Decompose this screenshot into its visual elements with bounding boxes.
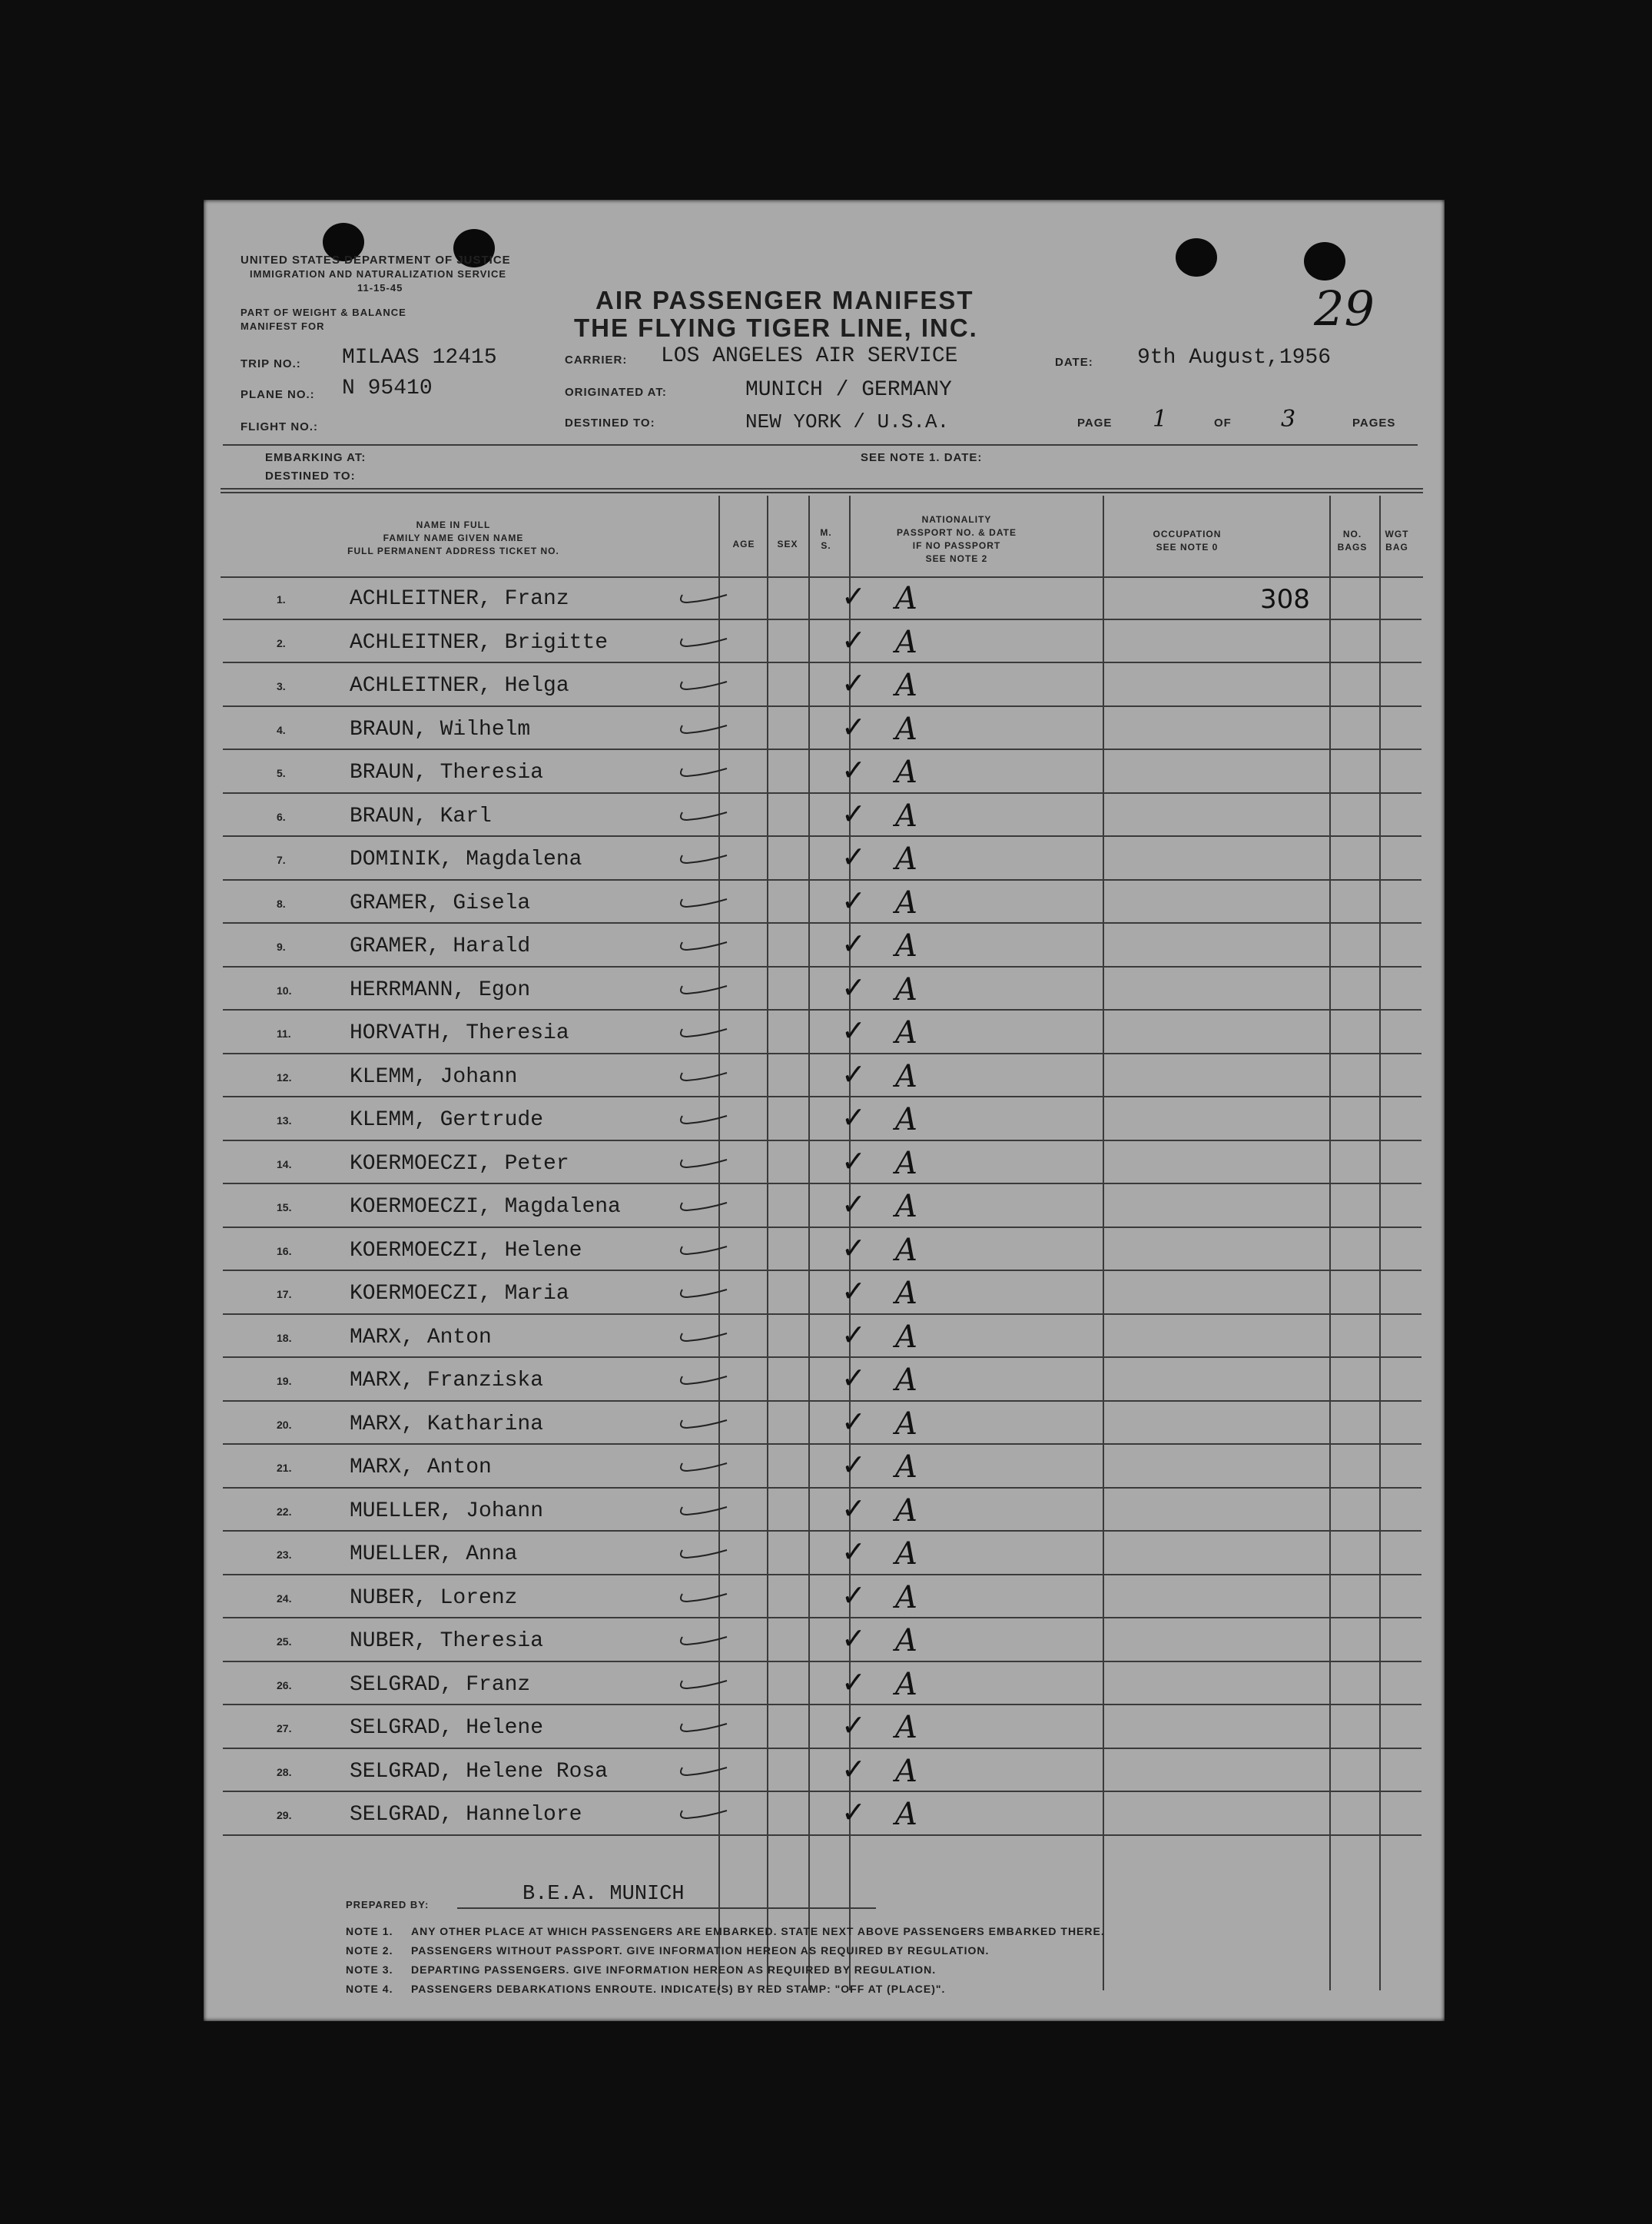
footnote-text: PASSENGERS DEBARKATIONS ENROUTE. INDICATE(S) BY RED STAMP: "OFF AT (PLACE)". <box>411 1983 946 1995</box>
flight-label: FLIGHT NO.: <box>241 420 318 433</box>
nationality-mark: A <box>895 841 917 877</box>
sex-column-header: SEX <box>777 539 798 549</box>
row-number: 13. <box>277 1114 292 1127</box>
ticket-check-mark <box>676 1062 730 1085</box>
bags-header-line: BAGS <box>1337 542 1368 553</box>
passenger-name: MARX, Anton <box>350 1456 492 1479</box>
passenger-name: ACHLEITNER, Helga <box>350 674 569 698</box>
ticket-check-mark <box>676 845 730 868</box>
table-row <box>223 1749 1421 1792</box>
weight-header-line: BAG <box>1385 542 1408 553</box>
row-number: 11. <box>277 1027 291 1040</box>
nationality-header-line: PASSPORT NO. & DATE <box>897 527 1017 538</box>
marital-check-mark: ✓ <box>841 1535 866 1568</box>
marital-check-mark: ✓ <box>841 1230 866 1265</box>
footnote-text: DEPARTING PASSENGERS. GIVE INFORMATION HEREON AS REQUIRED BY REGULATION. <box>411 1963 937 1976</box>
nationality-header-line: NATIONALITY <box>921 514 992 525</box>
page-label: PAGE <box>1077 417 1113 430</box>
table-row <box>223 1792 1421 1835</box>
ticket-check-mark <box>676 1149 730 1172</box>
nationality-mark: A <box>895 1753 917 1789</box>
marital-check-mark: ✓ <box>841 1404 866 1439</box>
passenger-name: MARX, Franziska <box>350 1369 544 1392</box>
table-row <box>223 1445 1421 1488</box>
nationality-mark: A <box>895 1492 917 1529</box>
punch-hole <box>1304 242 1345 280</box>
ticket-check-mark <box>676 1452 730 1475</box>
passenger-name: ACHLEITNER, Brigitte <box>350 630 609 655</box>
row-number: 1. <box>277 593 286 606</box>
passenger-name: HORVATH, Theresia <box>350 1021 569 1045</box>
agency-line: IMMIGRATION AND NATURALIZATION SERVICE <box>250 268 507 280</box>
table-row <box>223 1184 1421 1227</box>
nationality-mark: A <box>895 1623 917 1658</box>
table-row <box>223 620 1421 663</box>
footnote <box>346 1925 1105 1937</box>
table-row <box>223 663 1421 706</box>
passenger-name: GRAMER, Gisela <box>350 891 531 915</box>
passenger-name: BRAUN, Karl <box>350 804 492 828</box>
table-top-rule <box>221 492 1423 493</box>
passenger-name: SELGRAD, Helene <box>350 1716 544 1740</box>
marital-check-mark: ✓ <box>841 1622 866 1655</box>
row-number: 9. <box>277 941 286 953</box>
trip-value: MILAAS 12415 <box>342 346 497 370</box>
bags-column-header <box>1329 528 1375 554</box>
originated-value: MUNICH / GERMANY <box>745 378 952 402</box>
destined-to-label: DESTINED TO: <box>265 470 356 483</box>
occupation-header-line: OCCUPATION <box>1153 529 1222 539</box>
ticket-check-mark <box>676 1670 730 1693</box>
marital-check-mark: ✓ <box>841 1448 866 1482</box>
carrier-company-title: THE FLYING TIGER LINE, INC. <box>574 314 978 342</box>
marital-check-mark: ✓ <box>841 1751 866 1786</box>
table-row <box>223 707 1421 750</box>
passenger-name: KOERMOECZI, Peter <box>350 1151 569 1176</box>
row-rule <box>223 1834 1421 1836</box>
row-number: 28. <box>277 1765 292 1778</box>
header-rule <box>223 444 1418 446</box>
row-number: 21. <box>277 1462 292 1474</box>
footnote-label: NOTE 4. <box>346 1983 393 1995</box>
passenger-name: SELGRAD, Helene Rosa <box>350 1759 609 1784</box>
ticket-check-mark <box>676 888 730 911</box>
ticket-check-mark <box>676 1713 730 1736</box>
row-number: 27. <box>277 1722 292 1734</box>
passenger-name: ACHLEITNER, Franz <box>350 587 569 611</box>
marital-check-mark: ✓ <box>841 1144 866 1178</box>
ticket-check-mark <box>676 802 730 825</box>
row-number: 14. <box>277 1157 292 1170</box>
pages-label: PAGES <box>1352 417 1396 430</box>
row-number: 7. <box>277 854 286 866</box>
table-row <box>223 881 1421 924</box>
ticket-check-mark <box>676 1539 730 1562</box>
marital-check-mark: ✓ <box>841 796 866 831</box>
prepared-by-rule <box>457 1907 876 1909</box>
passenger-name: SELGRAD, Franz <box>350 1672 531 1697</box>
marital-check-mark: ✓ <box>841 1491 866 1525</box>
marital-check-mark: ✓ <box>841 1578 866 1612</box>
nationality-mark: A <box>895 1102 917 1137</box>
marital-check-mark: ✓ <box>841 579 866 613</box>
passenger-rows <box>223 576 1421 2060</box>
nationality-mark: A <box>895 1015 917 1051</box>
nationality-mark: A <box>895 1189 917 1224</box>
age-column-header: AGE <box>732 539 755 549</box>
passenger-name: KOERMOECZI, Magdalena <box>350 1195 621 1219</box>
footnote <box>346 1944 989 1957</box>
nationality-mark: A <box>895 755 917 790</box>
passenger-name: GRAMER, Harald <box>350 934 531 958</box>
passenger-name: SELGRAD, Hannelore <box>350 1803 582 1827</box>
of-value: 3 <box>1281 406 1296 433</box>
table-row <box>223 1011 1421 1054</box>
footnote <box>346 1983 945 1995</box>
name-header-line: FULL PERMANENT ADDRESS TICKET NO. <box>347 546 559 556</box>
nationality-mark: A <box>895 885 917 921</box>
prepared-by-label: PREPARED BY: <box>346 1899 430 1910</box>
table-row <box>223 1141 1421 1184</box>
name-header-line: NAME IN FULL <box>416 519 491 530</box>
nationality-mark: A <box>895 798 917 834</box>
marital-check-mark: ✓ <box>841 1361 866 1395</box>
nationality-mark: A <box>895 1232 917 1268</box>
nationality-mark: A <box>895 1058 917 1094</box>
table-row <box>223 1402 1421 1445</box>
passenger-name: KOERMOECZI, Maria <box>350 1282 569 1306</box>
row-number: 24. <box>277 1592 292 1605</box>
nationality-mark: A <box>895 1797 917 1832</box>
nationality-mark: A <box>895 668 917 703</box>
occupation-header-line: SEE NOTE 0 <box>1156 542 1219 553</box>
row-number: 15. <box>277 1201 292 1213</box>
nationality-mark: A <box>895 1319 917 1355</box>
ticket-check-mark <box>676 1496 730 1519</box>
marital-check-mark: ✓ <box>841 1014 866 1047</box>
ticket-check-mark <box>676 1366 730 1389</box>
ms-header-line: M. <box>820 527 832 538</box>
ticket-check-mark <box>676 584 730 607</box>
ms-header-line: S. <box>821 540 831 551</box>
footnote-label: NOTE 3. <box>346 1963 393 1976</box>
passenger-name: MARX, Katharina <box>350 1412 544 1436</box>
marital-check-mark: ✓ <box>841 927 866 961</box>
table-row <box>223 1489 1421 1532</box>
passenger-name: KOERMOECZI, Helene <box>350 1238 582 1263</box>
passenger-name: MARX, Anton <box>350 1325 492 1349</box>
row-number: 22. <box>277 1505 292 1518</box>
passenger-name: MUELLER, Anna <box>350 1542 518 1566</box>
row-number: 25. <box>277 1635 292 1648</box>
agency-line: 11-15-45 <box>357 282 403 294</box>
trip-label: TRIP NO.: <box>241 357 301 370</box>
marital-check-mark: ✓ <box>841 1187 866 1221</box>
row-number: 17. <box>277 1288 292 1300</box>
marital-check-mark: ✓ <box>841 970 866 1004</box>
row-number: 18. <box>277 1331 292 1344</box>
footnote-label: NOTE 1. <box>346 1925 393 1937</box>
punch-hole <box>1176 238 1217 277</box>
row-number: 20. <box>277 1418 292 1431</box>
row-number: 2. <box>277 636 286 649</box>
marital-check-mark: ✓ <box>841 666 866 700</box>
destined-value: NEW YORK / U.S.A. <box>745 410 950 433</box>
footnote-text: PASSENGERS WITHOUT PASSPORT. GIVE INFORMATION HEREON AS REQUIRED BY REGULATION. <box>411 1944 990 1957</box>
marital-check-mark: ✓ <box>841 1274 866 1308</box>
date-label: DATE: <box>1055 356 1093 369</box>
table-row <box>223 1662 1421 1705</box>
occupation-value: 308 <box>1260 584 1310 615</box>
nationality-mark: A <box>895 1536 917 1572</box>
plane-value: N 95410 <box>342 377 433 400</box>
ticket-check-mark <box>676 1626 730 1649</box>
table-row <box>223 837 1421 880</box>
nationality-mark: A <box>895 928 917 964</box>
ticket-check-mark <box>676 1409 730 1432</box>
embarking-label: EMBARKING AT: <box>265 451 367 464</box>
nationality-mark: A <box>895 1406 917 1442</box>
ticket-check-mark <box>676 1583 730 1606</box>
ms-column-header <box>807 526 845 553</box>
passenger-name: KLEMM, Gertrude <box>350 1108 544 1132</box>
table-row <box>223 1705 1421 1748</box>
table-row <box>223 576 1421 619</box>
table-row <box>223 1618 1421 1661</box>
marital-check-mark: ✓ <box>841 753 866 787</box>
ticket-check-mark <box>676 715 730 738</box>
table-row <box>223 1271 1421 1314</box>
nationality-header-line: SEE NOTE 2 <box>925 553 988 564</box>
ticket-check-mark <box>676 758 730 781</box>
nationality-mark: A <box>895 624 917 660</box>
nationality-mark: A <box>895 711 917 747</box>
row-number: 5. <box>277 767 286 779</box>
see-note-label: SEE NOTE 1. DATE: <box>861 451 983 464</box>
page-mark: 29 <box>1314 280 1375 337</box>
table-top-rule <box>221 488 1423 490</box>
ticket-check-mark <box>676 1279 730 1302</box>
passenger-name: MUELLER, Johann <box>350 1499 544 1523</box>
table-row <box>223 750 1421 793</box>
row-number: 19. <box>277 1375 292 1387</box>
bags-header-line: NO. <box>1342 529 1362 539</box>
row-number: 4. <box>277 723 286 736</box>
ticket-check-mark <box>676 931 730 954</box>
name-column-header <box>319 519 588 558</box>
marital-check-mark: ✓ <box>841 1317 866 1352</box>
table-row <box>223 1097 1421 1140</box>
nationality-mark: A <box>895 1145 917 1181</box>
row-number: 6. <box>277 810 286 823</box>
nationality-mark: A <box>895 1579 917 1615</box>
passenger-name: BRAUN, Wilhelm <box>350 717 531 742</box>
nationality-mark: A <box>895 1710 917 1745</box>
footnote-text: ANY OTHER PLACE AT WHICH PASSENGERS ARE EMBARKED. STATE NEXT ABOVE PASSENGERS EMBARKED THERE. <box>411 1925 1105 1937</box>
weight-header-line: WGT <box>1385 529 1409 539</box>
marital-check-mark: ✓ <box>841 1708 866 1742</box>
ticket-check-mark <box>676 1105 730 1128</box>
table-row <box>223 1358 1421 1401</box>
prepared-by-value: B.E.A. MUNICH <box>522 1883 685 1906</box>
carrier-value: LOS ANGELES AIR SERVICE <box>661 344 958 368</box>
passenger-name: BRAUN, Theresia <box>350 761 544 785</box>
row-number: 26. <box>277 1678 292 1691</box>
passenger-name: NUBER, Lorenz <box>350 1585 518 1610</box>
manifest-title: AIR PASSENGER MANIFEST <box>595 286 974 314</box>
ticket-check-mark <box>676 1800 730 1823</box>
of-label: OF <box>1214 417 1232 430</box>
footnote <box>346 1963 936 1976</box>
marital-check-mark: ✓ <box>841 1100 866 1134</box>
name-header-line: FAMILY NAME GIVEN NAME <box>383 533 524 543</box>
ticket-check-mark <box>676 1323 730 1346</box>
marital-check-mark: ✓ <box>841 883 866 918</box>
marital-check-mark: ✓ <box>841 709 866 744</box>
table-row <box>223 1054 1421 1097</box>
ticket-check-mark <box>676 1236 730 1259</box>
row-number: 23. <box>277 1549 292 1561</box>
table-row <box>223 1315 1421 1358</box>
nationality-mark: A <box>895 1449 917 1485</box>
row-number: 3. <box>277 680 286 692</box>
destined-label: DESTINED TO: <box>565 417 655 430</box>
table-row <box>223 794 1421 837</box>
nationality-mark: A <box>895 1276 917 1311</box>
ticket-check-mark <box>676 1757 730 1780</box>
page-value: 1 <box>1153 406 1168 433</box>
nationality-mark: A <box>895 1363 917 1398</box>
ticket-check-mark <box>676 975 730 998</box>
nationality-mark: A <box>895 1666 917 1702</box>
ticket-check-mark <box>676 671 730 694</box>
row-number: 16. <box>277 1244 292 1257</box>
row-number: 10. <box>277 984 292 997</box>
footnote-label: NOTE 2. <box>346 1944 393 1957</box>
marital-check-mark: ✓ <box>841 622 866 657</box>
nationality-header-line: IF NO PASSPORT <box>912 540 1001 551</box>
nationality-mark: A <box>895 971 917 1007</box>
passenger-name: HERRMANN, Egon <box>350 978 531 1002</box>
nationality-mark: A <box>895 581 917 616</box>
originated-label: ORIGINATED AT: <box>565 386 667 399</box>
table-row <box>223 1532 1421 1575</box>
table-row <box>223 924 1421 967</box>
carrier-label: CARRIER: <box>565 354 628 367</box>
weight-balance-line: PART OF WEIGHT & BALANCE <box>241 307 406 318</box>
nationality-column-header <box>849 513 1064 566</box>
weight-column-header <box>1382 528 1412 554</box>
passenger-name: NUBER, Theresia <box>350 1629 544 1653</box>
table-row <box>223 968 1421 1011</box>
occupation-column-header <box>1103 528 1272 554</box>
plane-label: PLANE NO.: <box>241 388 315 401</box>
weight-balance-line: MANIFEST FOR <box>241 320 325 332</box>
marital-check-mark: ✓ <box>841 1057 866 1091</box>
row-number: 12. <box>277 1071 292 1084</box>
ticket-check-mark <box>676 1192 730 1215</box>
passenger-name: KLEMM, Johann <box>350 1064 518 1089</box>
table-row <box>223 1228 1421 1271</box>
agency-line: UNITED STATES DEPARTMENT OF JUSTICE <box>241 254 511 267</box>
row-number: 8. <box>277 897 286 910</box>
marital-check-mark: ✓ <box>841 1795 866 1829</box>
marital-check-mark: ✓ <box>841 840 866 874</box>
date-value: 9th August,1956 <box>1137 346 1332 370</box>
ticket-check-mark <box>676 628 730 651</box>
manifest-sheet <box>204 200 1445 2021</box>
ticket-check-mark <box>676 1018 730 1041</box>
passenger-name: DOMINIK, Magdalena <box>350 848 582 871</box>
marital-check-mark: ✓ <box>841 1665 866 1699</box>
table-row <box>223 1575 1421 1618</box>
row-number: 29. <box>277 1809 292 1821</box>
